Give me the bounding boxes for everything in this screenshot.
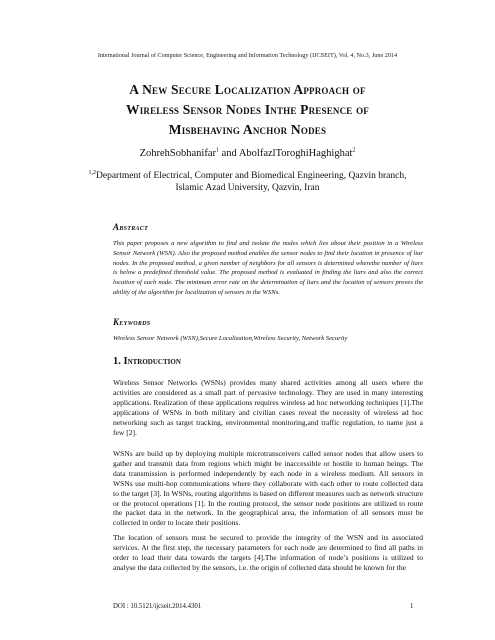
page-number: 1 [410,603,414,610]
title-line-3: Misbehaving Anchor Nodes [168,122,327,137]
title-line-1: A New Secure Localization Approach of [129,82,366,97]
title-line-2: Wireless Sensor Nodes Inthe Presence of [126,102,369,117]
paper-title [60,80,435,140]
intro-paragraph-1: Wireless Sensor Networks (WSNs) provides many shared activities among all users where the activities are considered as a small part of pervasive technology. They are used in many interesting applications. Realization of these applications requires wireless ad hoc networking techniques [1].The applications of WSNs in both military and civilian cases reveal the necessity of wireless ad hoc networking such as target tracking, environmental monitoring,and traffic regulation, to name just a few [2]. [113,378,423,437]
affil-line-2: Islamic Azad University, Qazvin, Iran [175,183,320,193]
abstract-text: This paper proposes a new algorithm to find and isolate the nodes which lies about their position in a Wireless Sensor Network (WSN). Also the proposed method enables the sensor nodes to find their location in presence of liar nodes. In the proposed method, a given number of neighbors for all sensors is determined wherethe number of liars is below a predefined threshold value. The proposed method is evaluated in finding the liars and also the correct location of each node. The minimum error rate on the determination of liars and the location of sensors proves the ability of the algorithm for localization of sensors in the WSNs. [113,240,423,296]
section-heading-introduction: 1. Introduction [113,356,181,367]
keywords-heading: Keywords [113,317,151,327]
affiliation [60,170,435,194]
author-join: and [218,148,239,159]
intro-paragraph-2: WSNs are build up by deploying multiple microtransceivers called sensor nodes that allow users to gather and transmit data from regions which might be inaccessible or hostile to human beings. The data transmission is performed independently by each node in a wireless medium. All sensors in WSNs use multi-hop communications where they collaborate with each other to route collected data to the target [3]. In WSNs, routing algorithms is based on different measures such as network structure or the protocol operations [1]. In the routing protocol, the sensor node positions are utilized to route the packet data in the network. In the geographical area, the information of all sensors must be collected in order to locate their positions. [113,449,423,528]
intro-paragraph-3: The location of sensors must be secured to provide the integrity of the WSN and its associated services. At the first step, the necessary parameters for each node are determined to find all paths in order to lead their data towards the targets [4].The information of node’s positions is utilized to analyse the data collected by the sensors, i.e. the origin of collected data should be known for the [113,533,423,572]
author-list [0,148,495,159]
affil-line-1: Department of Electrical, Computer and Biomedical Engineering, Qazvin branch, [96,171,407,181]
author-sup-1: 1 [215,147,219,154]
abstract-heading: Abstract [113,222,149,232]
author-name-1: ZohrehSobhanifar [139,148,216,159]
author-sup-2: 2 [352,147,356,154]
footer-doi: DOI : 10.5121/ijcseit.2014.4301 [113,603,202,610]
author-name-2: AbolfazlToroghiHaghighat [238,148,353,159]
keywords-text: Wireless Sensor Network (WSN),Secure Localization,Wireless Security, Network Security [113,335,348,342]
journal-header: International Journal of Computer Science, Engineering and Information Technology (IJCSEIT), Vol. 4, No.3, June 2014 [97,52,398,59]
affil-sup: 1,2 [88,169,96,176]
